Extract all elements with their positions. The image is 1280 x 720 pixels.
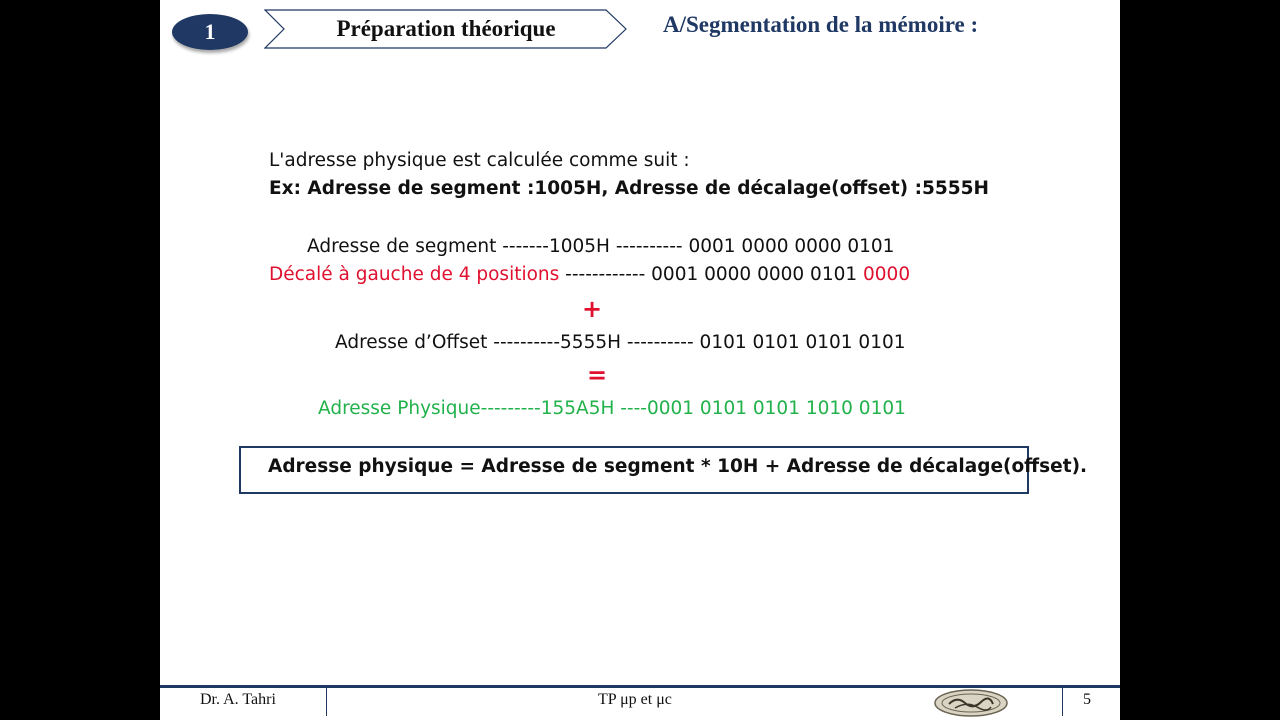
shift-bits: ------------ 0001 0000 0000 0101	[559, 264, 864, 285]
shift-appended-bits: 0000	[863, 264, 911, 285]
page-number: 5	[1083, 691, 1091, 708]
offset-row: Adresse d’Offset ----------5555H ---------- 0101 0101 0101 0101	[335, 332, 906, 353]
physical-address-row: Adresse Physique---------155A5H ----0001 0101 0101 1010 0101	[318, 398, 906, 419]
footer-course: TP μp et μc	[598, 691, 672, 708]
footer-separator	[326, 688, 327, 716]
slide	[160, 0, 1120, 720]
shift-label: Décalé à gauche de 4 positions	[269, 264, 560, 285]
equals-operator: =	[587, 361, 608, 389]
section-label: Préparation théorique	[336, 16, 556, 41]
segment-row: Adresse de segment -------1005H ---------- 0001 0000 0000 0101	[307, 236, 895, 257]
plus-operator: +	[582, 295, 603, 323]
formula-box	[239, 446, 1088, 494]
university-logo-icon	[933, 688, 1009, 718]
slide-title: A/Segmentation de la mémoire :	[663, 12, 979, 37]
section-number-badge: 1	[172, 14, 248, 50]
footer-author: Dr. A. Tahri	[200, 691, 276, 708]
section-label-arrow	[264, 9, 628, 49]
formula-text: Adresse physique = Adresse de segment * 10H + Adresse de décalage(offset).	[268, 456, 1088, 477]
example-text: Ex: Adresse de segment :1005H, Adresse de décalage(offset) :5555H	[269, 178, 989, 199]
shift-row	[269, 264, 910, 285]
intro-text: L'adresse physique est calculée comme suit :	[269, 150, 690, 171]
footer-separator-right	[1062, 688, 1063, 716]
